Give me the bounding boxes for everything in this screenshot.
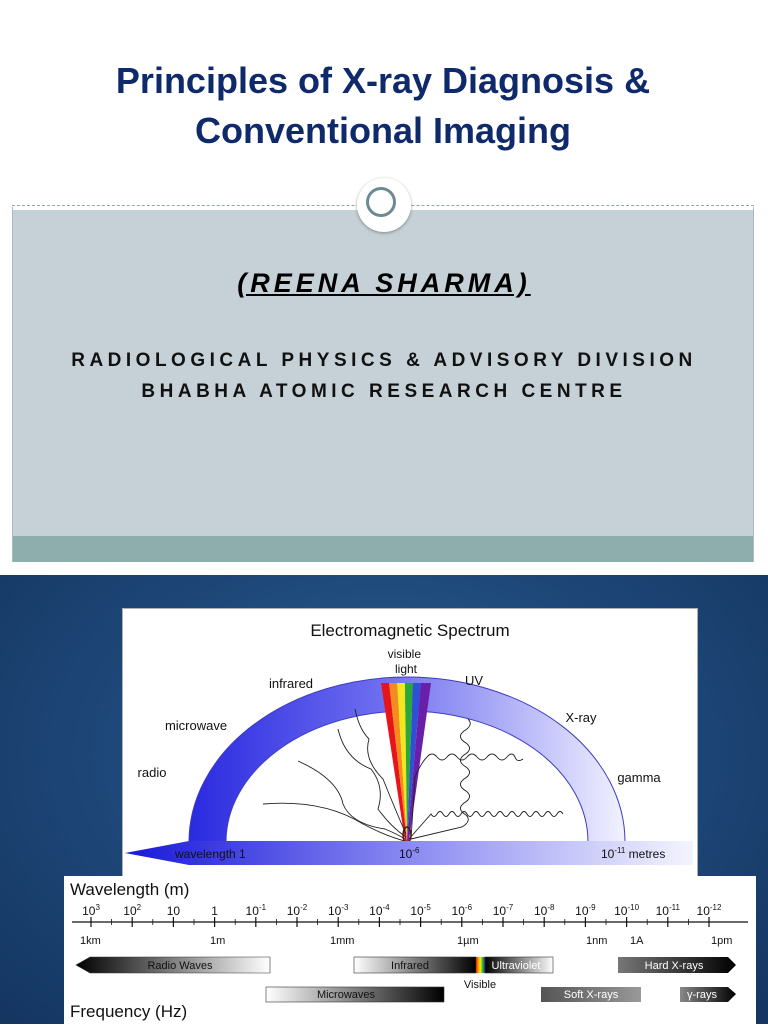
unit-1nm: 1nm (586, 935, 608, 947)
tick-label: $10^{-11}$ (655, 903, 680, 918)
tick-label: $10^{-3}$ (327, 903, 349, 918)
frequency-heading: Frequency (Hz) (70, 1002, 188, 1021)
svg-text:Ultraviolet: Ultraviolet (491, 960, 541, 972)
visible-label: visible light (387, 647, 422, 676)
wavelength-scale-svg (64, 876, 756, 1024)
infrared-band (354, 957, 476, 973)
tick-label: $10^{-4}$ (369, 903, 390, 918)
em-spectrum-diagram (122, 608, 698, 885)
tick-label: $10^{-5}$ (410, 903, 431, 918)
unit-1pm: 1pm (711, 935, 733, 947)
title-line-2: Conventional Imaging (194, 110, 571, 151)
infrared-label: infrared (268, 676, 314, 691)
radio-waves-band (76, 957, 270, 973)
slide-title (12, 56, 754, 156)
tick-label: $10^{-2}$ (286, 903, 308, 918)
soft-xrays-band (541, 987, 641, 1002)
svg-text:Infrared: Infrared (391, 960, 429, 972)
unit-1um: 1µm (457, 935, 479, 947)
tick-label: $10^3$ (82, 903, 100, 918)
diagram-title: Electromagnetic Spectrum (310, 621, 510, 640)
hard-xrays-band (618, 957, 736, 973)
svg-text:Soft X-rays: Soft X-rays (563, 989, 619, 1001)
unit-1mm: 1mm (330, 935, 355, 947)
wavelength-tick-labels (82, 903, 722, 918)
affiliation-division: RADIOLOGICAL PHYSICS & ADVISORY DIVISION (71, 350, 697, 371)
svg-text:Hard X-rays: Hard X-rays (644, 960, 704, 972)
unit-1km: 1km (80, 935, 101, 947)
wavelength-label: wavelength 1 (175, 847, 246, 861)
svg-text:Radio Waves: Radio Waves (147, 960, 213, 972)
tick-label: $10^{-1}$ (245, 903, 267, 918)
tick-label: $10^{-12}$ (696, 903, 722, 918)
gamma-rays-band (680, 987, 736, 1002)
svg-text:γ-rays: γ-rays (687, 989, 717, 1001)
divider-circle-ornament (357, 178, 411, 232)
tick-label: $10^{-10}$ (614, 903, 640, 918)
microwaves-band (266, 987, 444, 1002)
spectrum-slide (0, 575, 768, 1024)
xray-label: X-ray (565, 710, 597, 725)
subtitle-band (13, 210, 753, 536)
wavelength-mid-label: $10^{-6}$ (399, 846, 420, 861)
tick-label: $10^{-8}$ (533, 903, 555, 918)
tick-label: 1 (211, 904, 218, 918)
microwave-label: microwave (164, 718, 228, 733)
gamma-label: gamma (617, 770, 661, 785)
wavelength-end-label: $10^{-11}$ metres (601, 846, 666, 861)
author-name: (REENA SHARMA) (237, 268, 531, 298)
unit-labels (80, 935, 732, 947)
tick-label: $10^{-9}$ (575, 903, 596, 918)
tick-label: $10^{-7}$ (492, 903, 514, 918)
affiliation-institute: BHABHA ATOMIC RESEARCH CENTRE (141, 381, 627, 402)
radio-label: radio (137, 765, 167, 780)
unit-1A: 1A (630, 935, 644, 947)
tick-label: $10^{-6}$ (451, 903, 473, 918)
wavelength-heading: Wavelength (m) (70, 880, 190, 899)
visible-label: Visible (463, 979, 497, 991)
visible-light-wedge (381, 683, 431, 841)
ultraviolet-band (485, 957, 553, 973)
unit-1m: 1m (210, 935, 226, 947)
tick-label: 10 (166, 904, 181, 918)
title-line-1: Principles of X-ray Diagnosis & (115, 60, 651, 101)
uv-label: UV (464, 673, 484, 688)
wavelength-scale-panel (64, 876, 756, 1024)
svg-text:Microwaves: Microwaves (316, 989, 376, 1001)
visible-band (476, 957, 485, 973)
tick-label: $10^2$ (123, 903, 142, 918)
footer-band (13, 536, 753, 562)
em-spectrum-svg (123, 609, 697, 884)
ring-icon (366, 187, 396, 217)
